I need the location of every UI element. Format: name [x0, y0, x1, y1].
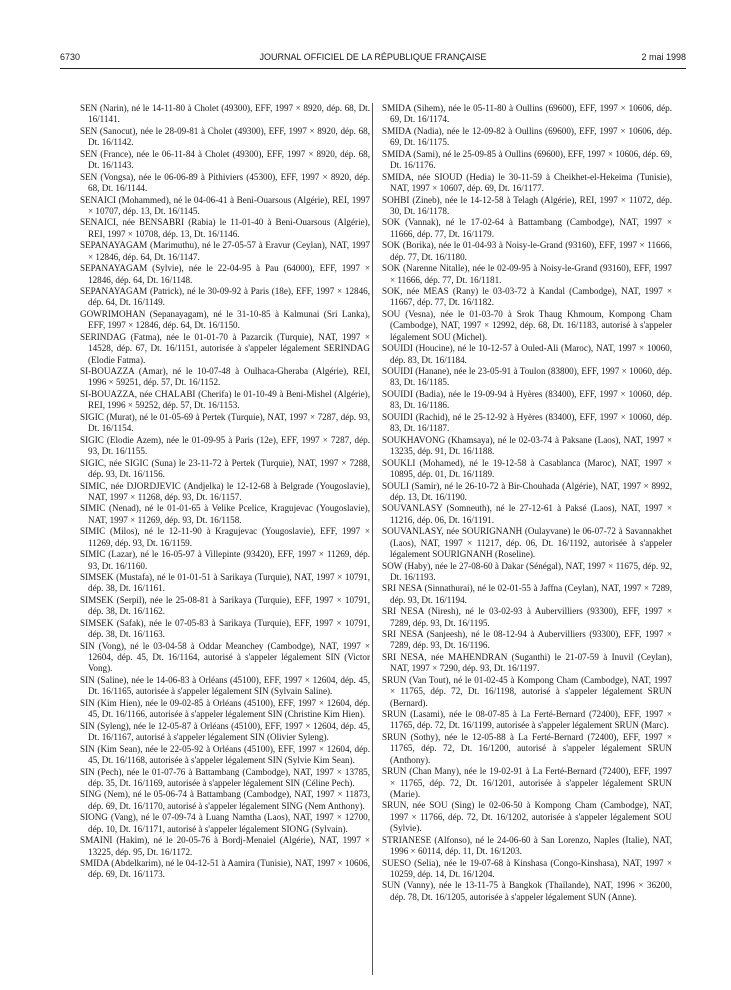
naturalisation-entry: SIMIC, née DJORDJEVIC (Andjelka) le 12-12-68 à Belgrade (Yougoslavie), NAT, 1997 × 11268, dép. 93, Dt. 16/1157.: [80, 480, 370, 502]
publication-date: 2 mai 1998: [641, 52, 686, 62]
header-rule: [60, 68, 686, 69]
journal-title: JOURNAL OFFICIEL DE LA RÉPUBLIQUE FRANÇAISE: [259, 52, 487, 62]
naturalisation-entry: SRUN (Sothy), née le 12-05-88 à La Ferté-Bernard (72400), EFF, 1997 × 11765, dép. 72, Dt. 16/1200, autorisé à s'appeler légalement SRUN (Anthony).: [382, 732, 672, 765]
naturalisation-entry: SMIDA (Nadia), née le 12-09-82 à Oullins (69600), EFF, 1997 × 10606, dép. 69, Dt. 16/1175.: [382, 125, 672, 148]
naturalisation-entry: SOK (Vannak), né le 17-02-64 à Battambang (Cambodge), NAT, 1997 × 11666, dép. 77, Dt. 16/1179.: [382, 217, 672, 239]
naturalisation-entry: SOUVANLASY (Somneuth), né le 27-12-61 à Paksé (Laos), NAT, 1997 × 11216, dép. 06, Dt. 16/1191.: [382, 503, 672, 525]
naturalisation-entry: SMIDA (Sihem), née le 05-11-80 à Oullins (69600), EFF, 1997 × 10606, dép. 69, Dt. 16/1174.: [382, 103, 672, 125]
page-header: [60, 52, 686, 66]
naturalisation-entry: SENAICI (Mohammed), né le 04-06-41 à Beni-Ouarsous (Algérie), REI, 1997 × 10707, dép. 13, Dt. 16/1145.: [80, 194, 370, 216]
naturalisation-entry: SRUN (Van Tout), né le 01-02-45 à Kompong Cham (Cambodge), NAT, 1997 × 11765, dép. 72, Dt. 16/1198, autorisé à s'appeler légalement SRUN (Bernard).: [382, 674, 672, 708]
naturalisation-entry: SIN (Vong), né le 03-04-58 à Oddar Meanchey (Cambodge), NAT, 1997 × 12604, dép. 45, Dt. 16/1164, autorisé à s'appeler légalement SIN (Victor Vong).: [80, 640, 370, 674]
naturalisation-entry: SIONG (Vang), né le 07-09-74 à Luang Namtha (Laos), NAT, 1997 × 12700, dép. 10, Dt. 16/1171, autorisé à s'appeler légalement SIONG (Sylvain).: [80, 812, 370, 834]
naturalisation-entry: SOHBI (Zineb), née le 14-12-58 à Telagh (Algérie), REI, 1997 × 11072, dép. 30, Dt. 16/1178.: [382, 194, 672, 216]
naturalisation-entry: SIGIC (Elodie Azem), née le 01-09-95 à Paris (12e), EFF, 1997 × 7287, dép. 93, Dt. 16/1155.: [80, 434, 370, 457]
naturalisation-entry: SIMSEK (Safak), née le 07-05-83 à Sarikaya (Turquie), EFF, 1997 × 10791, dép. 38, Dt. 16/1163.: [80, 617, 370, 640]
naturalisation-entry: SOUIDI (Badia), née le 19-09-94 à Hyères (83400), EFF, 1997 × 10060, dép. 83, Dt. 16/1186.: [382, 388, 672, 411]
naturalisation-entry: SOUIDI (Hanane), née le 23-05-91 à Toulon (83800), EFF, 1997 × 10060, dép. 83, Dt. 16/1185.: [382, 366, 672, 388]
naturalisation-entry: SIN (Syleng), née le 12-05-87 à Orléans (45100), EFF, 1997 × 12604, dép. 45, Dt. 16/1167, autorisé à s'appeler légalement SIN (Olivier Syleng).: [80, 720, 370, 743]
column-divider: [372, 103, 373, 975]
naturalisation-entry: SIN (Saline), née le 14-06-83 à Orléans (45100), EFF, 1997 × 12604, dép. 45, Dt. 16/1165, autorisée à s'appeler légalement SIN (Sylvain Saline).: [80, 674, 370, 697]
naturalisation-entry: SIMSEK (Serpil), née le 25-08-81 à Sarikaya (Turquie), EFF, 1997 × 10791, dép. 38, Dt. 16/1162.: [80, 595, 370, 617]
naturalisation-entry: SIMIC (Lazar), né le 16-05-97 à Villepinte (93420), EFF, 1997 × 11269, dép. 93, Dt. 16/1160.: [80, 549, 370, 571]
naturalisation-entry: SRI NESA, née MAHENDRAN (Suganthi) le 21-07-59 à Inuvil (Ceylan), NAT, 1997 × 7290, dép. 93, Dt. 16/1197.: [382, 652, 672, 674]
naturalisation-entry: SRUN (Lasami), née le 08-07-85 à La Ferté-Bernard (72400), EFF, 1997 × 11765, dép. 72, Dt. 16/1199, autorisée à s'appeler légalement SRUN (Marc).: [382, 709, 672, 731]
naturalisation-entry: SEPANAYAGAM (Patrick), né le 30-09-92 à Paris (18e), EFF, 1997 × 12846, dép. 64, Dt. 16/1149.: [80, 286, 370, 308]
naturalisation-entry: SIMIC (Nenad), né le 01-01-65 à Velike Pcelice, Kragujevac (Yougoslavie), NAT, 1997 × 11269, dép. 93, Dt. 16/1158.: [80, 503, 370, 525]
left-column: [80, 103, 370, 881]
naturalisation-entry: SIGIC, née SIGIC (Suna) le 23-11-72 à Pertek (Turquie), NAT, 1997 × 7288, dép. 93, Dt. 16/1156.: [80, 457, 370, 479]
naturalisation-entry: SMIDA, née SIOUD (Hedia) le 30-11-59 à Cheikhet-el-Hekeima (Tunisie), NAT, 1997 × 10607, dép. 69, Dt. 16/1177.: [382, 171, 672, 193]
naturalisation-entry: SOW (Haby), née le 27-08-60 à Dakar (Sénégal), NAT, 1997 × 11675, dép. 92, Dt. 16/1193.: [382, 560, 672, 582]
naturalisation-entry: SRI NESA (Sinnathurai), né le 02-01-55 à Jaffna (Ceylan), NAT, 1997 × 7289, dép. 93, Dt. 16/1194.: [382, 583, 672, 605]
naturalisation-entry: SIN (Pech), née le 01-07-76 à Battambang (Cambodge), NAT, 1997 × 13785, dép. 35, Dt. 16/1169, autorisée à s'appeler légalement SIN (Céline Pech).: [80, 766, 370, 788]
naturalisation-entry: SOUVANLASY, née SOURIGNANH (Oulayvane) le 06-07-72 à Savannakhet (Laos), NAT, 1997 × 11217, dép. 06, Dt. 16/1192, autorisée à s'appeler légalement SOURIGNANH (Roseline).: [382, 526, 672, 559]
naturalisation-entry: SMAINI (Hakim), né le 20-05-76 à Bordj-Menaiel (Algérie), NAT, 1997 × 13225, dép. 95, Dt. 16/1172.: [80, 835, 370, 857]
page-number: 6730: [60, 52, 81, 62]
naturalisation-entry: SMIDA (Sami), né le 25-09-85 à Oullins (69600), EFF, 1997 × 10606, dép. 69, Dt. 16/1176.: [382, 148, 672, 171]
naturalisation-entry: SIMIC (Milos), né le 12-11-90 à Kragujevac (Yougoslavie), EFF, 1997 × 11269, dép. 93, Dt. 16/1159.: [80, 526, 370, 548]
naturalisation-entry: SIMSEK (Mustafa), né le 01-01-51 à Sarikaya (Turquie), NAT, 1997 × 10791, dép. 38, Dt. 16/1161.: [80, 572, 370, 594]
naturalisation-entry: SOK, née MEAS (Rany) le 03-03-72 à Kandal (Cambodge), NAT, 1997 × 11667, dép. 77, Dt. 16/1182.: [382, 286, 672, 308]
naturalisation-entry: SEN (Vongsa), née le 06-06-89 à Pithiviers (45300), EFF, 1997 × 8920, dép. 68, Dt. 16/1144.: [80, 171, 370, 193]
naturalisation-entry: SEPANAYAGAM (Sylvie), née le 22-04-95 à Pau (64000), EFF, 1997 × 12846, dép. 64, Dt. 16/1148.: [80, 263, 370, 285]
naturalisation-entry: SING (Nem), né le 05-06-74 à Battambang (Cambodge), NAT, 1997 × 11873, dép. 69, Dt. 16/1170, autorisé à s'appeler légalement SING (Nem Anthony).: [80, 789, 370, 811]
naturalisation-entry: SRUN, née SOU (Sing) le 02-06-50 à Kompong Cham (Cambodge), NAT, 1997 × 11766, dép. 72, Dt. 16/1202, autorisée à s'appeler légalement SOU (Sylvie).: [382, 800, 672, 834]
naturalisation-entry: SOUKLI (Mohamed), né le 19-12-58 à Casablanca (Maroc), NAT, 1997 × 10895, dép. 01, Dt. 16/1189.: [382, 457, 672, 479]
naturalisation-entry: SOUIDI (Houcine), né le 10-12-57 à Ouled-Ali (Maroc), NAT, 1997 × 10060, dép. 83, Dt. 16/1184.: [382, 343, 672, 365]
naturalisation-entry: SRI NESA (Niresh), né le 03-02-93 à Aubervilliers (93300), EFF, 1997 × 7289, dép. 93, Dt. 16/1195.: [382, 606, 672, 628]
naturalisation-entry: SI-BOUAZZA (Amar), né le 10-07-48 à Oulhaca-Gheraba (Algérie), REI, 1996 × 59251, dép. 57, Dt. 16/1152.: [80, 366, 370, 388]
naturalisation-entry: SOULI (Samir), né le 26-10-72 à Bir-Chouhada (Algérie), NAT, 1997 × 8992, dép. 13, Dt. 16/1190.: [382, 480, 672, 502]
naturalisation-entry: SEPANAYAGAM (Marimuthu), né le 27-05-57 à Eravur (Ceylan), NAT, 1997 × 12846, dép. 64, Dt. 16/1147.: [80, 240, 370, 262]
naturalisation-entry: SENAICI, née BENSABRI (Rabia) le 11-01-40 à Beni-Ouarsous (Algérie), REI, 1997 × 10708, dép. 13, Dt. 16/1146.: [80, 217, 370, 239]
naturalisation-entry: SIGIC (Murat), né le 01-05-69 à Pertek (Turquie), NAT, 1997 × 7287, dép. 93, Dt. 16/1154.: [80, 411, 370, 434]
naturalisation-entry: SUESO (Selia), née le 19-07-68 à Kinshasa (Congo-Kinshasa), NAT, 1997 × 10259, dép. 14, Dt. 16/1204.: [382, 857, 672, 879]
naturalisation-entry: SEN (France), née le 06-11-84 à Cholet (49300), EFF, 1997 × 8920, dép. 68, Dt. 16/1143.: [80, 148, 370, 171]
right-column: [382, 103, 672, 903]
naturalisation-entry: SEN (Narin), né le 14-11-80 à Cholet (49300), EFF, 1997 × 8920, dép. 68, Dt. 16/1141.: [80, 103, 370, 125]
naturalisation-entry: SEN (Sanocut), née le 28-09-81 à Cholet (49300), EFF, 1997 × 8920, dép. 68, Dt. 16/1142.: [80, 125, 370, 148]
naturalisation-entry: SOUKHAVONG (Khamsaya), né le 02-03-74 à Paksane (Laos), NAT, 1997 × 13235, dép. 91, Dt. 16/1188.: [382, 434, 672, 457]
naturalisation-entry: SRI NESA (Sanjeesh), né le 08-12-94 à Aubervilliers (93300), EFF, 1997 × 7289, dép. 93, Dt. 16/1196.: [382, 629, 672, 651]
naturalisation-entry: GOWRIMOHAN (Sepanayagam), né le 31-10-85 à Kalmunai (Sri Lanka), EFF, 1997 × 12846, dép. 64, Dt. 16/1150.: [80, 309, 370, 331]
naturalisation-entry: SOK (Borika), née le 01-04-93 à Noisy-le-Grand (93160), EFF, 1997 × 11666, dép. 77, Dt. 16/1180.: [382, 240, 672, 262]
naturalisation-entry: STRIANESE (Alfonso), né le 24-06-60 à San Lorenzo, Naples (Italie), NAT, 1996 × 60114, dép. 11, Dt. 16/1203.: [382, 834, 672, 856]
naturalisation-entry: SOU (Vesna), née le 01-03-70 à Srok Thaug Khmoum, Kompong Cham (Cambodge), NAT, 1997 × 12992, dép. 68, Dt. 16/1183, autorisé à s'appeler légalement SOU (Michel).: [382, 309, 672, 342]
naturalisation-entry: SERINDAG (Fatma), née le 01-01-70 à Pazarcik (Turquie), NAT, 1997 × 14528, dép. 67, Dt. 16/1151, autorisée à s'appeler légalement SERINDAG (Elodie Fatma).: [80, 331, 370, 365]
naturalisation-entry: SOK (Narenne Nitalle), née le 02-09-95 à Noisy-le-Grand (93160), EFF, 1997 × 11666, dép. 77, Dt. 16/1181.: [382, 263, 672, 285]
naturalisation-entry: SOUIDI (Rachid), né le 25-12-92 à Hyères (83400), EFF, 1997 × 10060, dép. 83, Dt. 16/1187.: [382, 411, 672, 434]
naturalisation-entry: SI-BOUAZZA, née CHALABI (Cherifa) le 01-10-49 à Beni-Mishel (Algérie), REI, 1996 × 59252, dép. 57, Dt. 16/1153.: [80, 388, 370, 411]
naturalisation-entry: SRUN (Chan Many), née le 19-02-91 à La Ferté-Bernard (72400), EFF, 1997 × 11765, dép. 72, Dt. 16/1201, autorisée à s'appeler légalement SRUN (Marie).: [382, 766, 672, 799]
naturalisation-entry: SUN (Vanny), née le 13-11-75 à Bangkok (Thaïlande), NAT, 1996 × 36200, dép. 78, Dt. 16/1205, autorisée à s'appeler légalement SUN (Anne).: [382, 880, 672, 902]
naturalisation-entry: SMIDA (Abdelkarim), né le 04-12-51 à Aamira (Tunisie), NAT, 1997 × 10606, dép. 69, Dt. 16/1173.: [80, 858, 370, 880]
naturalisation-entry: SIN (Kim Hien), née le 09-02-85 à Orléans (45100), EFF, 1997 × 12604, dép. 45, Dt. 16/1166, autorisée à s'appeler légalement SIN (Christine Kim Hien).: [80, 697, 370, 720]
naturalisation-entry: SIN (Kim Sean), née le 22-05-92 à Orléans (45100), EFF, 1997 × 12604, dép. 45, Dt. 16/1168, autorisée à s'appeler légalement SIN (Sylvie Kim Sean).: [80, 743, 370, 765]
